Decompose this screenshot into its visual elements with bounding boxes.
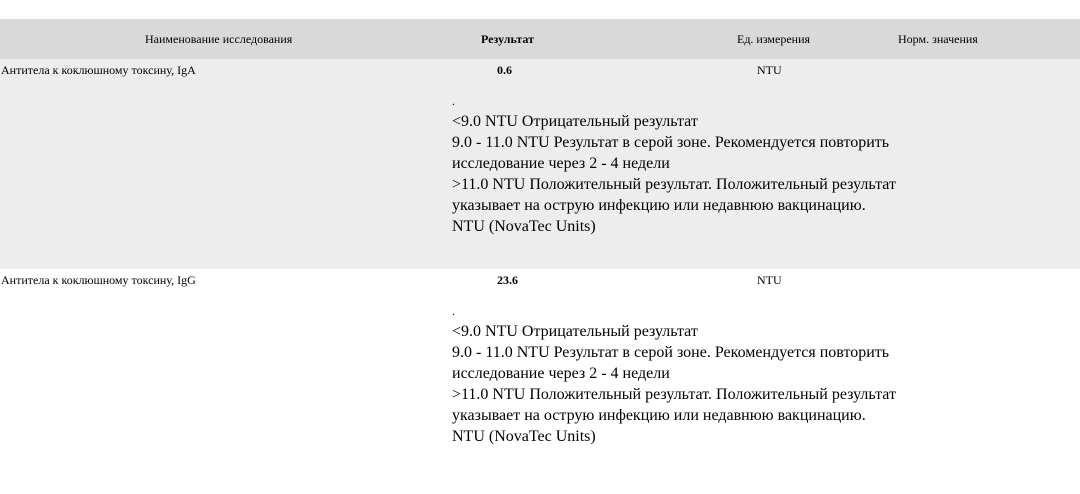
comment-line: указывает на острую инфекцию или недавнюю вакцинацию. — [452, 407, 866, 424]
table-row — [0, 269, 1080, 479]
row-values — [0, 59, 1080, 81]
test-name: Антитела к коклюшному токсину, IgA — [1, 63, 196, 77]
header-unit: Ед. измерения — [737, 32, 811, 46]
comment-line: <9.0 NTU Отрицательный результат — [452, 323, 698, 340]
comment-line: 9.0 - 11.0 NTU Результат в серой зоне. Рекомендуется повторить — [452, 134, 890, 151]
table-row — [0, 59, 1080, 269]
comment-line: >11.0 NTU Положительный результат. Положительный результат — [452, 176, 896, 193]
comment-line: >11.0 NTU Положительный результат. Положительный результат — [452, 386, 896, 403]
test-result: 23.6 — [497, 273, 518, 287]
comment-line: . — [452, 304, 455, 318]
comment-line: . — [452, 94, 455, 108]
comment-line: 9.0 - 11.0 NTU Результат в серой зоне. Рекомендуется повторить — [452, 344, 890, 361]
comment-line: исследование через 2 - 4 недели — [452, 155, 670, 172]
test-unit: NTU — [757, 273, 782, 287]
row-values — [0, 269, 1080, 291]
comment-line: NTU (NovaTec Units) — [452, 218, 596, 235]
header-norm-values: Норм. значения — [898, 32, 978, 46]
comment-line: указывает на острую инфекцию или недавнюю вакцинацию. — [452, 197, 866, 214]
comment-line: NTU (NovaTec Units) — [452, 428, 596, 445]
result-comment — [452, 92, 1072, 237]
result-comment — [452, 302, 1072, 447]
test-name: Антитела к коклюшному токсину, IgG — [1, 273, 196, 287]
test-unit: NTU — [757, 63, 782, 77]
header-test-name: Наименование исследования — [145, 32, 293, 46]
header-result: Результат — [481, 32, 535, 46]
comment-line: <9.0 NTU Отрицательный результат — [452, 113, 698, 130]
test-result: 0.6 — [497, 63, 512, 77]
table-header — [0, 19, 1080, 59]
results-table — [0, 19, 1080, 479]
comment-line: исследование через 2 - 4 недели — [452, 365, 670, 382]
